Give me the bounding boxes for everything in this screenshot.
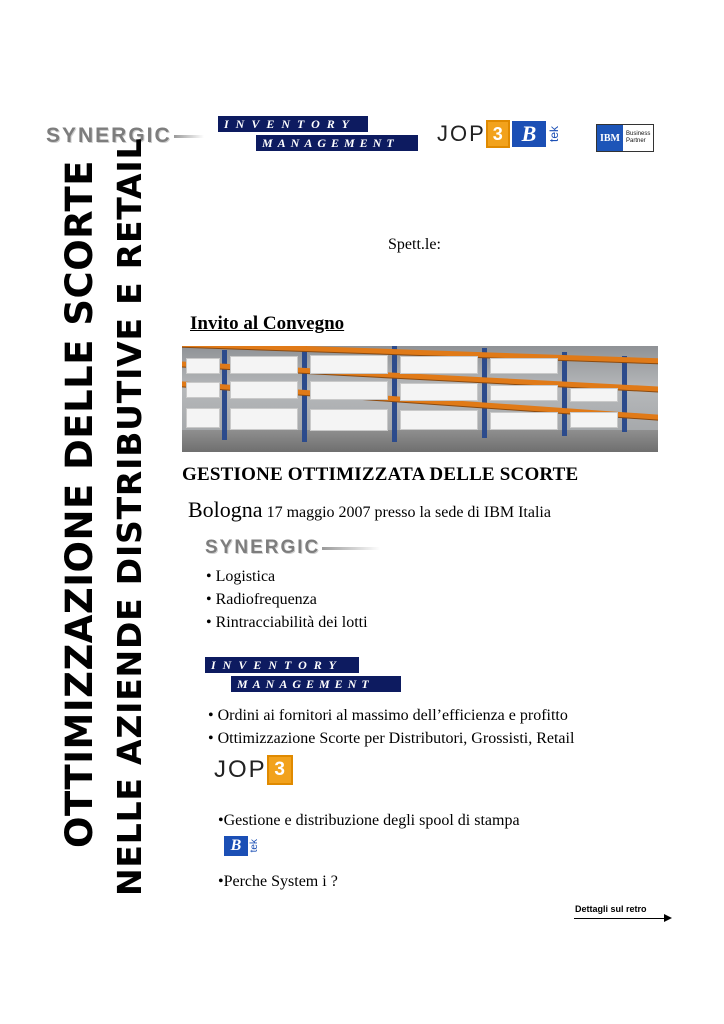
shelf-post (562, 352, 567, 436)
btek-item-system-i: •Perche System i ? (218, 873, 338, 890)
inventory-section-logo (205, 657, 401, 692)
btek-logo-tek: tek (547, 125, 561, 142)
inventory-section-line2: MANAGEMENT (231, 676, 401, 692)
warehouse-floor (182, 430, 658, 452)
jop-logo-number: 3 (486, 120, 510, 148)
stock-box (400, 410, 478, 430)
synergic-logo-text: SYNERGIC (46, 124, 172, 147)
stock-box (490, 412, 558, 430)
stock-box (490, 385, 558, 401)
btek-section-logo (224, 836, 260, 856)
event-date-location (188, 497, 551, 523)
details-on-back-link[interactable]: Dettagli sul retro (575, 904, 647, 914)
shelf-post (622, 356, 627, 432)
synergic-section-logo (205, 537, 380, 559)
inventory-management-header-logo (218, 116, 418, 151)
inventory-item-ordini: • Ordini ai fornitori al massimo dell’efficienza e profitto (208, 707, 568, 724)
inventory-section-line1: INVENTORY (205, 657, 359, 673)
bp-line1: Business (626, 131, 651, 137)
inventory-logo-line2: MANAGEMENT (256, 135, 418, 151)
btek-section-logo-b: B (224, 836, 248, 856)
vertical-title-line1: OTTIMIZZAZIONE DELLE SCORTE (58, 160, 101, 848)
bp-line2: Partner (626, 138, 646, 144)
stock-box (186, 358, 220, 374)
warehouse-shelves-image (182, 346, 658, 452)
stock-box (310, 409, 388, 431)
synergic-item-radiofrequenza: • Radiofrequenza (206, 591, 317, 608)
event-details: 17 maggio 2007 presso la sede di IBM Italia (266, 504, 551, 521)
business-partner-label (623, 125, 653, 151)
stock-box (490, 358, 558, 374)
stock-box (230, 356, 298, 374)
shelf-post (482, 348, 487, 438)
details-arrow-icon (664, 914, 672, 922)
jop-section-logo-text: JOP (214, 756, 267, 783)
details-arrow-line (574, 918, 666, 919)
jop-item-spool: •Gestione e distribuzione degli spool di stampa (218, 812, 520, 829)
stock-box (400, 383, 478, 401)
jop-logo-text: JOP (437, 121, 486, 146)
stock-box (570, 412, 618, 428)
event-city: Bologna (188, 497, 263, 522)
jop3-section-logo (214, 755, 293, 785)
inventory-item-ottimizzazione: • Ottimizzazione Scorte per Distributori, Grossisti, Retail (208, 730, 575, 747)
btek-section-logo-tek: tek (249, 839, 260, 853)
recipient-label: Spett.le: (388, 236, 441, 253)
synergic-section-swoosh (322, 547, 380, 550)
stock-box (570, 388, 618, 402)
synergic-section-logo-text: SYNERGIC (205, 537, 321, 558)
stock-box (310, 355, 388, 374)
synergic-logo-swoosh (174, 135, 204, 138)
invite-heading: Invito al Convegno (190, 313, 345, 334)
ibm-logo-text: IBM (597, 125, 623, 151)
btek-logo-b: B (512, 121, 546, 147)
stock-box (186, 408, 220, 428)
stock-box (310, 381, 388, 400)
inventory-logo-line1: INVENTORY (218, 116, 368, 132)
jop-section-logo-number: 3 (267, 755, 293, 785)
ibm-business-partner-logo (596, 124, 654, 152)
synergic-item-rintracciabilita: • Rintracciabilità dei lotti (206, 614, 368, 631)
stock-box (230, 408, 298, 430)
vertical-title-line2: NELLE AZIENDE DISTRIBUTIVE E RETAIL (110, 137, 149, 896)
stock-box (230, 381, 298, 399)
stock-box (400, 356, 478, 374)
jop3-header-logo (437, 120, 510, 148)
btek-header-logo (512, 121, 561, 147)
synergic-item-logistica: • Logistica (206, 568, 276, 585)
event-title: GESTIONE OTTIMIZZATA DELLE SCORTE (182, 464, 579, 485)
stock-box (186, 382, 220, 398)
shelf-post (392, 346, 397, 442)
